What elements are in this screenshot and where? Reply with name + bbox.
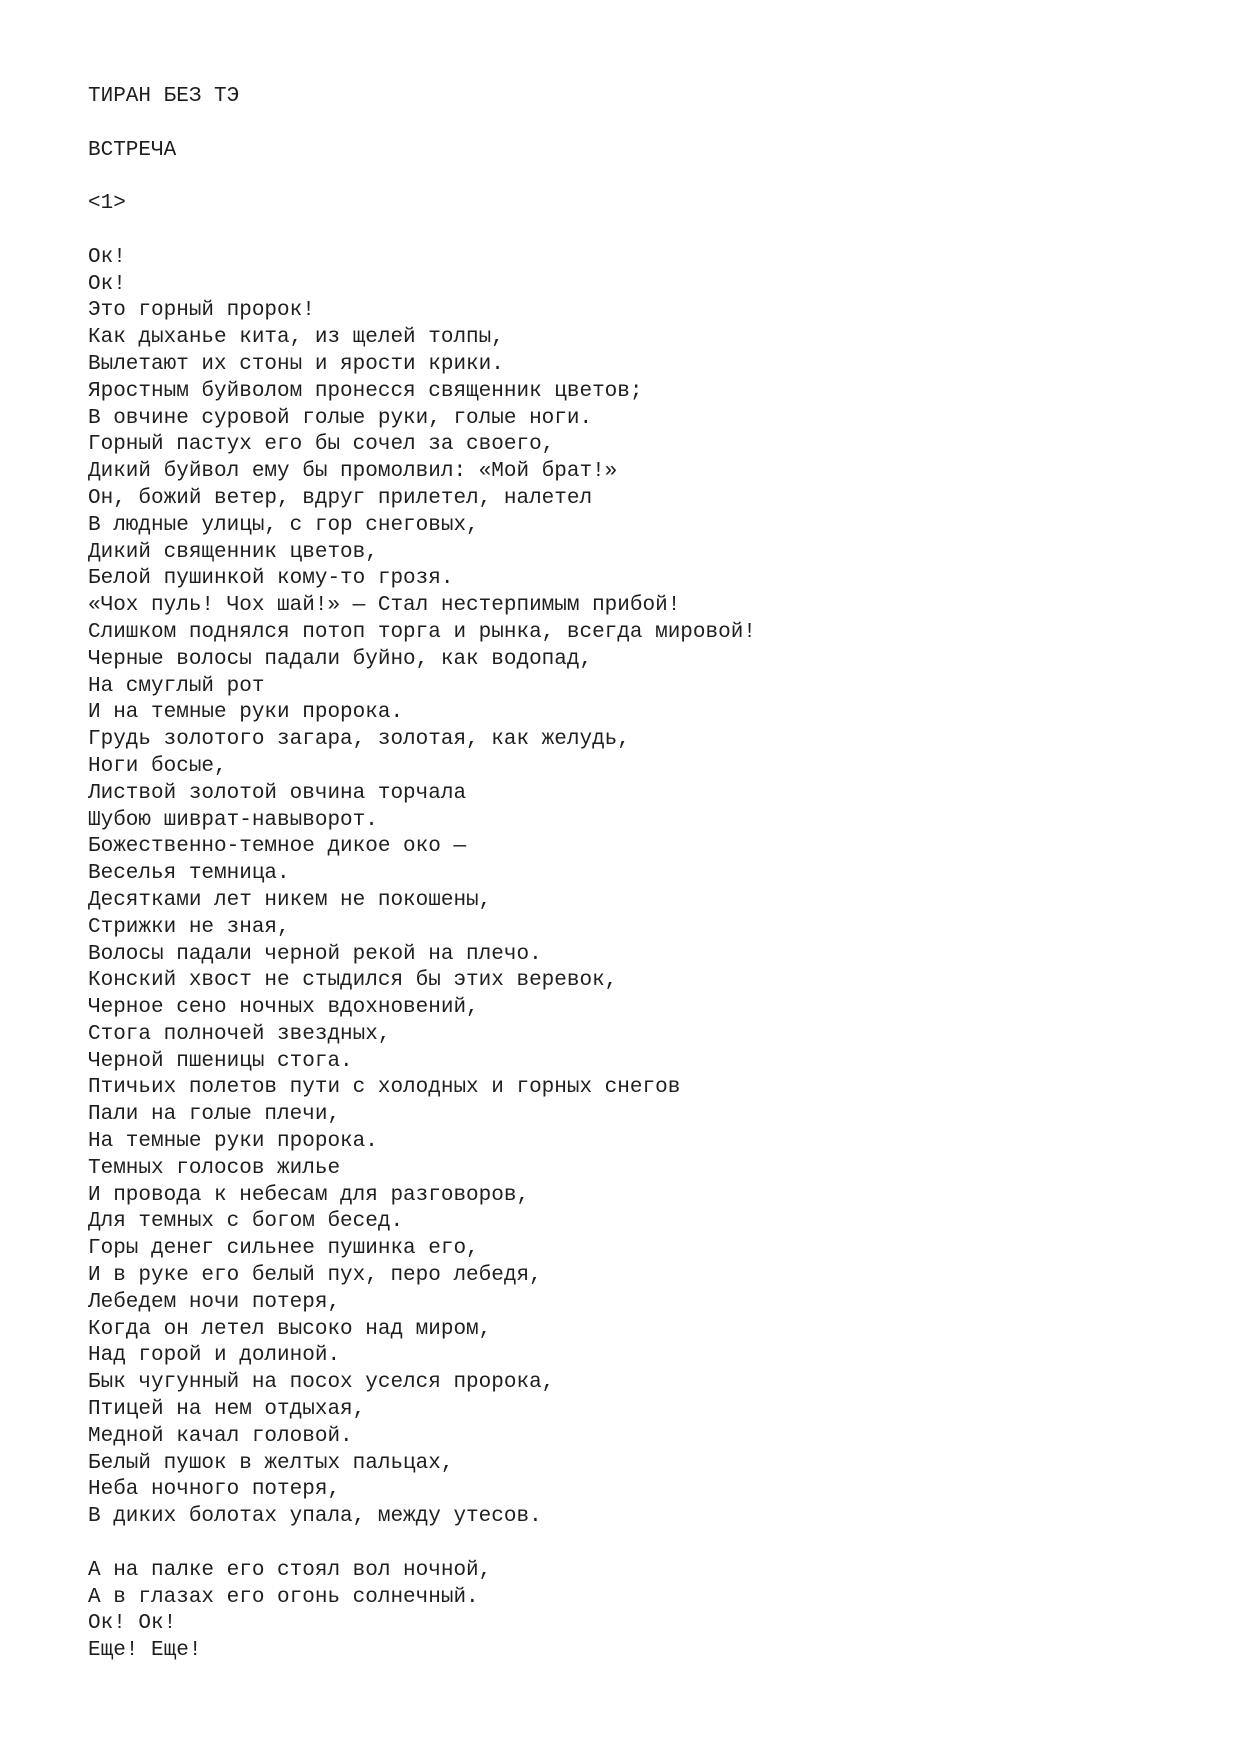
poem-line: Бык чугунный на посох уселся пророка, — [88, 1371, 555, 1395]
poem-line: Когда он летел высоко над миром, — [88, 1317, 492, 1341]
poem-line: Для темных с богом бесед. — [88, 1210, 404, 1234]
part-number: <1> — [88, 192, 126, 216]
poem-line: Ок! — [88, 245, 126, 269]
poem-line: Дикий буйвол ему бы промолвил: «Мой брат!» — [88, 460, 618, 484]
poem-line: И на темные руки пророка. — [88, 701, 404, 725]
poem-line: Ок! — [88, 272, 126, 296]
poem-line: Птицей на нем отдыхая, — [88, 1398, 366, 1422]
poem-line: Пали на голые плечи, — [88, 1103, 341, 1127]
poem-line: Волосы падали черной рекой на плечо. — [88, 942, 542, 966]
poem-line: Как дыханье кита, из щелей толпы, — [88, 326, 504, 350]
poem-line: «Чох пуль! Чох шай!» — Стал нестерпимым прибой! — [88, 594, 681, 618]
blank-line — [88, 164, 1188, 191]
stanza-1 — [88, 245, 1188, 1531]
poem-line: Темных голосов жилье — [88, 1156, 341, 1180]
blank-line — [88, 111, 1188, 138]
blank-line — [88, 218, 1188, 245]
poem-line: Горный пастух его бы сочел за своего, — [88, 433, 555, 457]
poem-line: Шубою шиврат-навыворот. — [88, 808, 378, 832]
poem-line: Птичьих полетов пути с холодных и горных снегов — [88, 1076, 681, 1100]
poem-line: Черной пшеницы стога. — [88, 1049, 353, 1073]
poem-line: Он, божий ветер, вдруг прилетел, налетел — [88, 486, 593, 510]
poem-line: Черное сено ночных вдохновений, — [88, 996, 479, 1020]
poem-line: Медной качал головой. — [88, 1424, 353, 1448]
poem-line: Вылетают их стоны и ярости крики. — [88, 352, 504, 376]
poem-line: Десятками лет никем не покошены, — [88, 888, 492, 912]
poem-line: Еще! Еще! — [88, 1639, 202, 1663]
poem-line: Грудь золотого загара, золотая, как желудь, — [88, 728, 630, 752]
blank-line — [88, 1531, 1188, 1558]
poem-line: На темные руки пророка. — [88, 1130, 378, 1154]
poem-line: Черные волосы падали буйно, как водопад, — [88, 647, 593, 671]
poem-line: Ноги босые, — [88, 754, 227, 778]
poem-line: Стога полночей звездных, — [88, 1022, 391, 1046]
poem-line: А в глазах его огонь солнечный. — [88, 1585, 479, 1609]
poem-line: Листвой золотой овчина торчала — [88, 781, 467, 805]
poem-line: Дикий священник цветов, — [88, 540, 378, 564]
poem-line: Неба ночного потеря, — [88, 1478, 341, 1502]
poem-line: Лебедем ночи потеря, — [88, 1290, 341, 1314]
poem-line: Конский хвост не стыдился бы этих веревок, — [88, 969, 618, 993]
poem-line: Это горный пророк! — [88, 299, 315, 323]
poem-line: В овчине суровой голые руки, голые ноги. — [88, 406, 593, 430]
poem-line: Божественно-темное дикое око — — [88, 835, 467, 859]
stanza-2 — [88, 1558, 1188, 1665]
poem-line: Стрижки не зная, — [88, 915, 290, 939]
poem-line: В людные улицы, с гор снеговых, — [88, 513, 479, 537]
poem-line: Белой пушинкой кому-то грозя. — [88, 567, 454, 591]
poem-line: В диких болотах упала, между утесов. — [88, 1505, 542, 1529]
poem-line: Веселья темница. — [88, 862, 290, 886]
poem-line: И провода к небесам для разговоров, — [88, 1183, 530, 1207]
poem-line: А на палке его стоял вол ночной, — [88, 1558, 492, 1582]
poem-line: И в руке его белый пух, перо лебедя, — [88, 1264, 542, 1288]
poem-line: Над горой и долиной. — [88, 1344, 341, 1368]
poem-line: Слишком поднялся потоп торга и рынка, всегда мировой! — [88, 620, 756, 644]
document-title: ТИРАН БЕЗ ТЭ — [88, 85, 240, 108]
poem-line: Белый пушок в желтых пальцах, — [88, 1451, 454, 1475]
poem-line: На смуглый рот — [88, 674, 265, 698]
poem-line: Яростным буйволом пронесся священник цветов; — [88, 379, 643, 403]
poem-line: Ок! Ок! — [88, 1612, 177, 1636]
document-body — [88, 84, 1188, 1665]
section-heading: ВСТРЕЧА — [88, 138, 177, 162]
poem-line: Горы денег сильнее пушинка его, — [88, 1237, 479, 1261]
